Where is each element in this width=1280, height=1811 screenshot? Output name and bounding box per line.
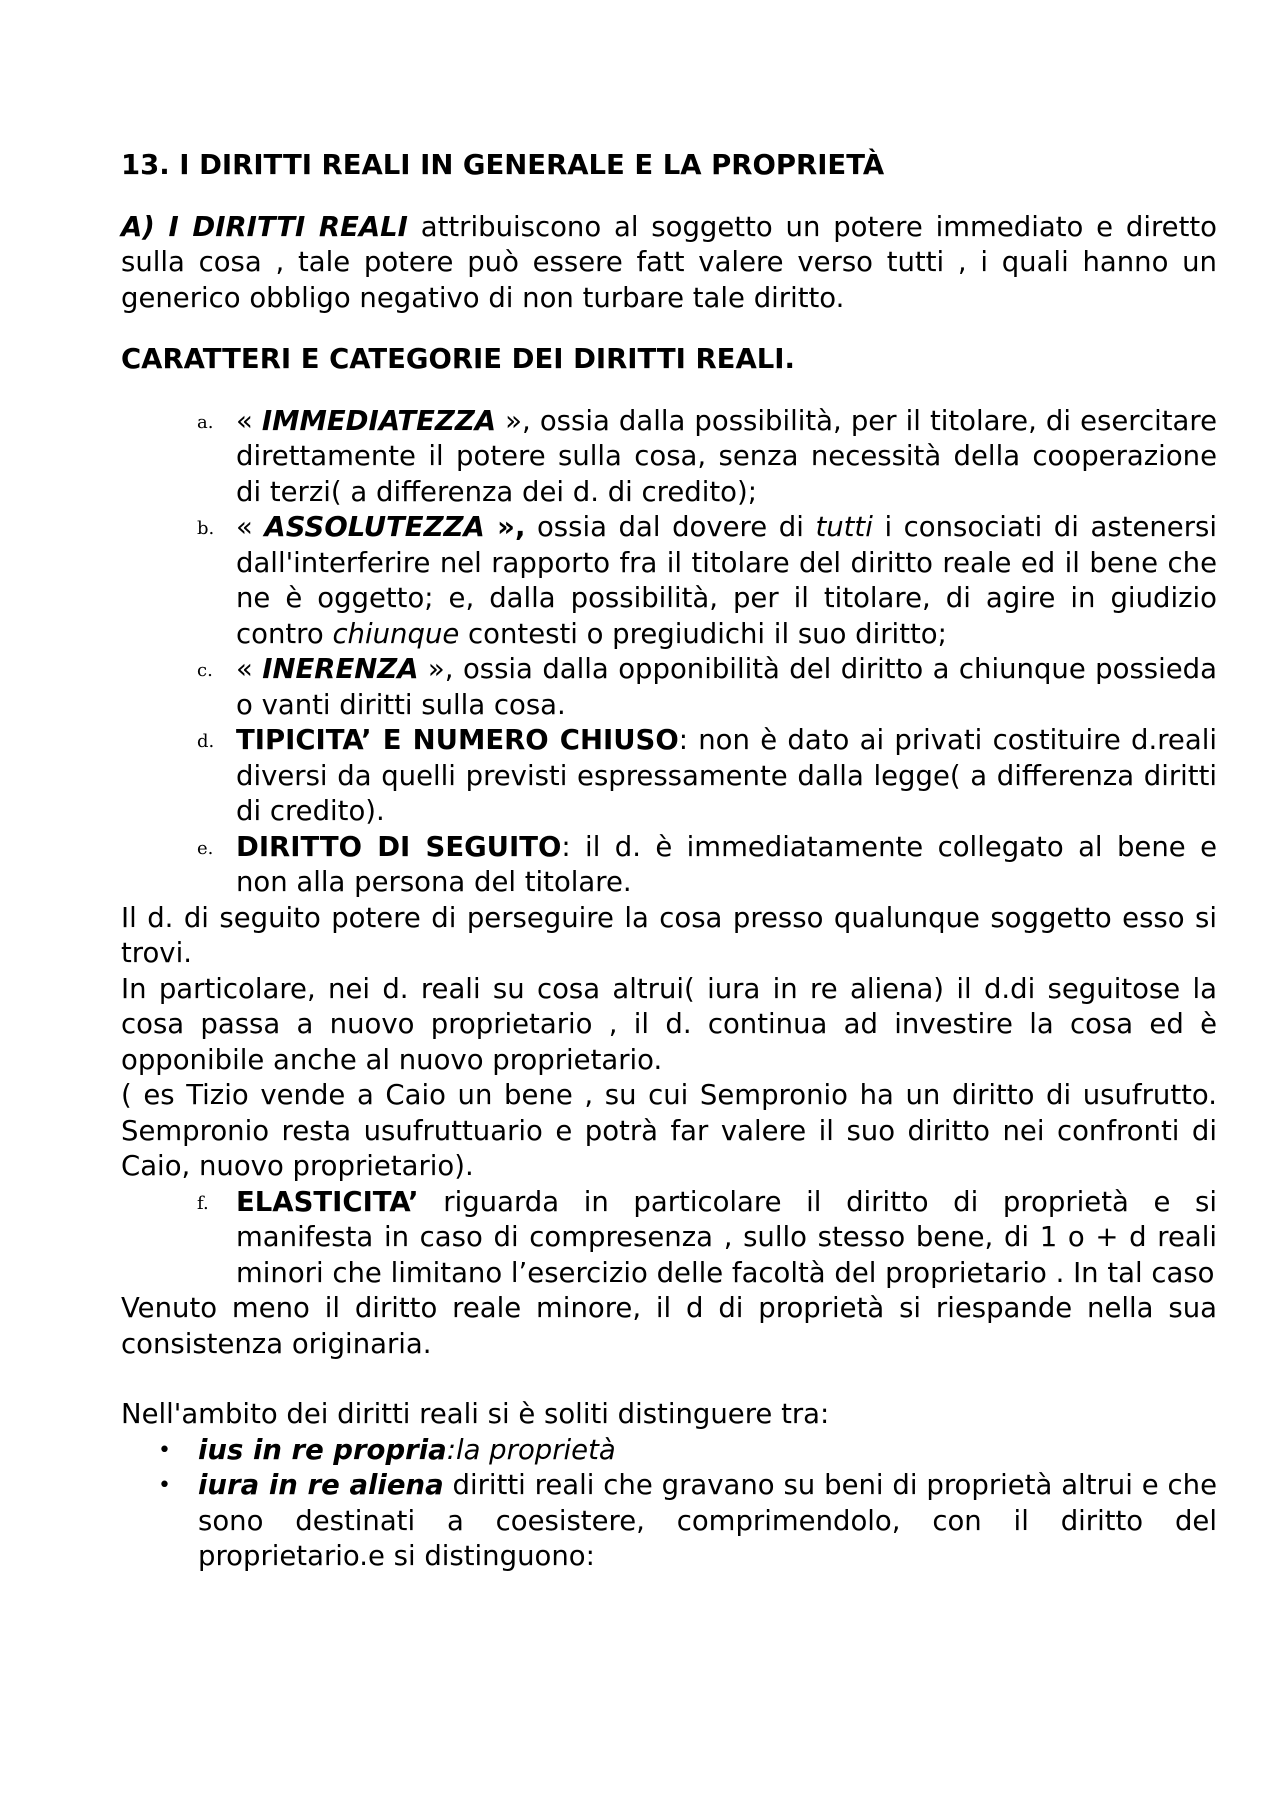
spacer xyxy=(121,1362,1217,1397)
item-text: :la proprietà xyxy=(446,1433,616,1466)
list-item xyxy=(121,652,1217,723)
term: DIRITTO DI SEGUITO xyxy=(236,830,562,863)
list-marker: d. xyxy=(197,731,215,752)
list-marker: c. xyxy=(197,660,213,681)
list-marker: a. xyxy=(197,411,214,433)
list-marker: e. xyxy=(197,837,214,859)
document-page xyxy=(121,148,1217,1575)
item-text: , ossia dalla possibilità, per il titolare, di esercitare direttamente il potere sulla cosa, senza necessità della cooperazione di terzi( a differenza dei d. di credito); xyxy=(236,404,1217,508)
quote-open: « xyxy=(236,404,262,437)
list-marker: b. xyxy=(197,518,215,539)
elasticity-list xyxy=(121,1185,1217,1292)
bullet-icon: • xyxy=(158,1437,171,1463)
seguito-paragraph: ( es Tizio vende a Caio un bene , su cui Sempronio ha un diritto di usufrutto. Sempronio resta usufruttuario e potrà far valere il suo diritto nei confronti di Caio, nuovo proprietario). xyxy=(121,1079,1217,1182)
term: iura in re aliena xyxy=(198,1469,444,1501)
seguito-paragraph: Il d. di seguito potere di perseguire la cosa presso qualunque soggetto esso si trovi. xyxy=(121,901,1217,969)
distinction-list xyxy=(121,1433,1217,1575)
item-text: ossia dal dovere di xyxy=(525,511,816,543)
bullet-icon: • xyxy=(158,1473,171,1498)
list-item xyxy=(121,1185,1217,1292)
chapter-title: 13. I DIRITTI REALI IN GENERALE E LA PROPRIETÀ xyxy=(121,149,885,181)
list-marker: f. xyxy=(197,1192,209,1214)
term: INERENZA xyxy=(262,653,419,685)
item-text: : il d. è immediatamente collegato al bene e non alla persona del titolare. xyxy=(236,830,1217,898)
italic-word: chiunque xyxy=(332,617,460,650)
intro-lead: A) I DIRITTI REALI xyxy=(121,210,408,243)
list-item xyxy=(121,830,1217,901)
item-text: diritti reali che gravano su beni di proprietà altrui e che sono destinati a coesistere, comprimendolo, con il diritto del proprietario.e si distinguono: xyxy=(198,1469,1217,1572)
quote-close: », xyxy=(484,511,526,543)
item-text: i consociati di astenersi dall'interferire nel rapporto fra il titolare del diritto reale ed il bene che ne è oggetto; e, dalla possibilità, per il titolare, di agire in giudizio contro xyxy=(236,511,1217,650)
seguito-paragraph: In particolare, nei d. reali su cosa altrui( iura in re aliena) il d.di seguitose la cosa passa a nuovo proprietario , il d. continua ad investire la cosa ed è opponibile anche al nuovo proprietario. xyxy=(121,972,1217,1076)
characters-list xyxy=(121,404,1217,901)
quote-close: » xyxy=(418,653,445,685)
item-text: : non è dato ai privati costituire d.reali diversi da quelli previsti espressamente dalla legge( a differenza diritti di credito). xyxy=(236,724,1217,827)
quote-open: « xyxy=(236,653,263,685)
term: ELASTICITA’ xyxy=(236,1185,419,1218)
term: ASSOLUTEZZA xyxy=(264,511,485,543)
quote-open: « xyxy=(236,511,265,543)
list-item xyxy=(121,1468,1217,1575)
item-text: , ossia dalla opponibilità del diritto a chiunque possieda o vanti diritti sulla cosa. xyxy=(236,653,1217,721)
list-item xyxy=(121,510,1217,652)
term: IMMEDIATEZZA xyxy=(261,404,497,437)
term: ius in re propria xyxy=(198,1433,447,1466)
list-item xyxy=(121,1433,1217,1469)
item-text: riguarda in particolare il diritto di proprietà e si manifesta in caso di compresenza , sullo stesso bene, di 1 o + d reali minori che limitano l’esercizio delle facoltà del proprietario . In tal caso xyxy=(236,1185,1217,1289)
term: TIPICITA’ E NUMERO CHIUSO xyxy=(236,724,679,756)
italic-word: tutti xyxy=(815,511,873,543)
list-item xyxy=(121,404,1217,511)
section-title: CARATTERI E CATEGORIE DEI DIRITTI REALI. xyxy=(121,343,795,375)
elasticity-paragraph: Venuto meno il diritto reale minore, il d di proprietà si riespande nella sua consistenza originaria. xyxy=(121,1292,1217,1360)
distinction-intro: Nell'ambito dei diritti reali si è soliti distinguere tra: xyxy=(121,1398,830,1430)
list-item xyxy=(121,723,1217,830)
intro-paragraph xyxy=(121,210,1217,317)
intro-text: attribuiscono al soggetto un potere immediato e diretto sulla cosa , tale potere può essere fatt valere verso tutti , i quali hanno un generico obbligo negativo di non turbare tale diritto. xyxy=(121,210,1217,314)
quote-close: » xyxy=(496,404,523,437)
item-text: contesti o pregiudichi il suo diritto; xyxy=(459,617,947,650)
